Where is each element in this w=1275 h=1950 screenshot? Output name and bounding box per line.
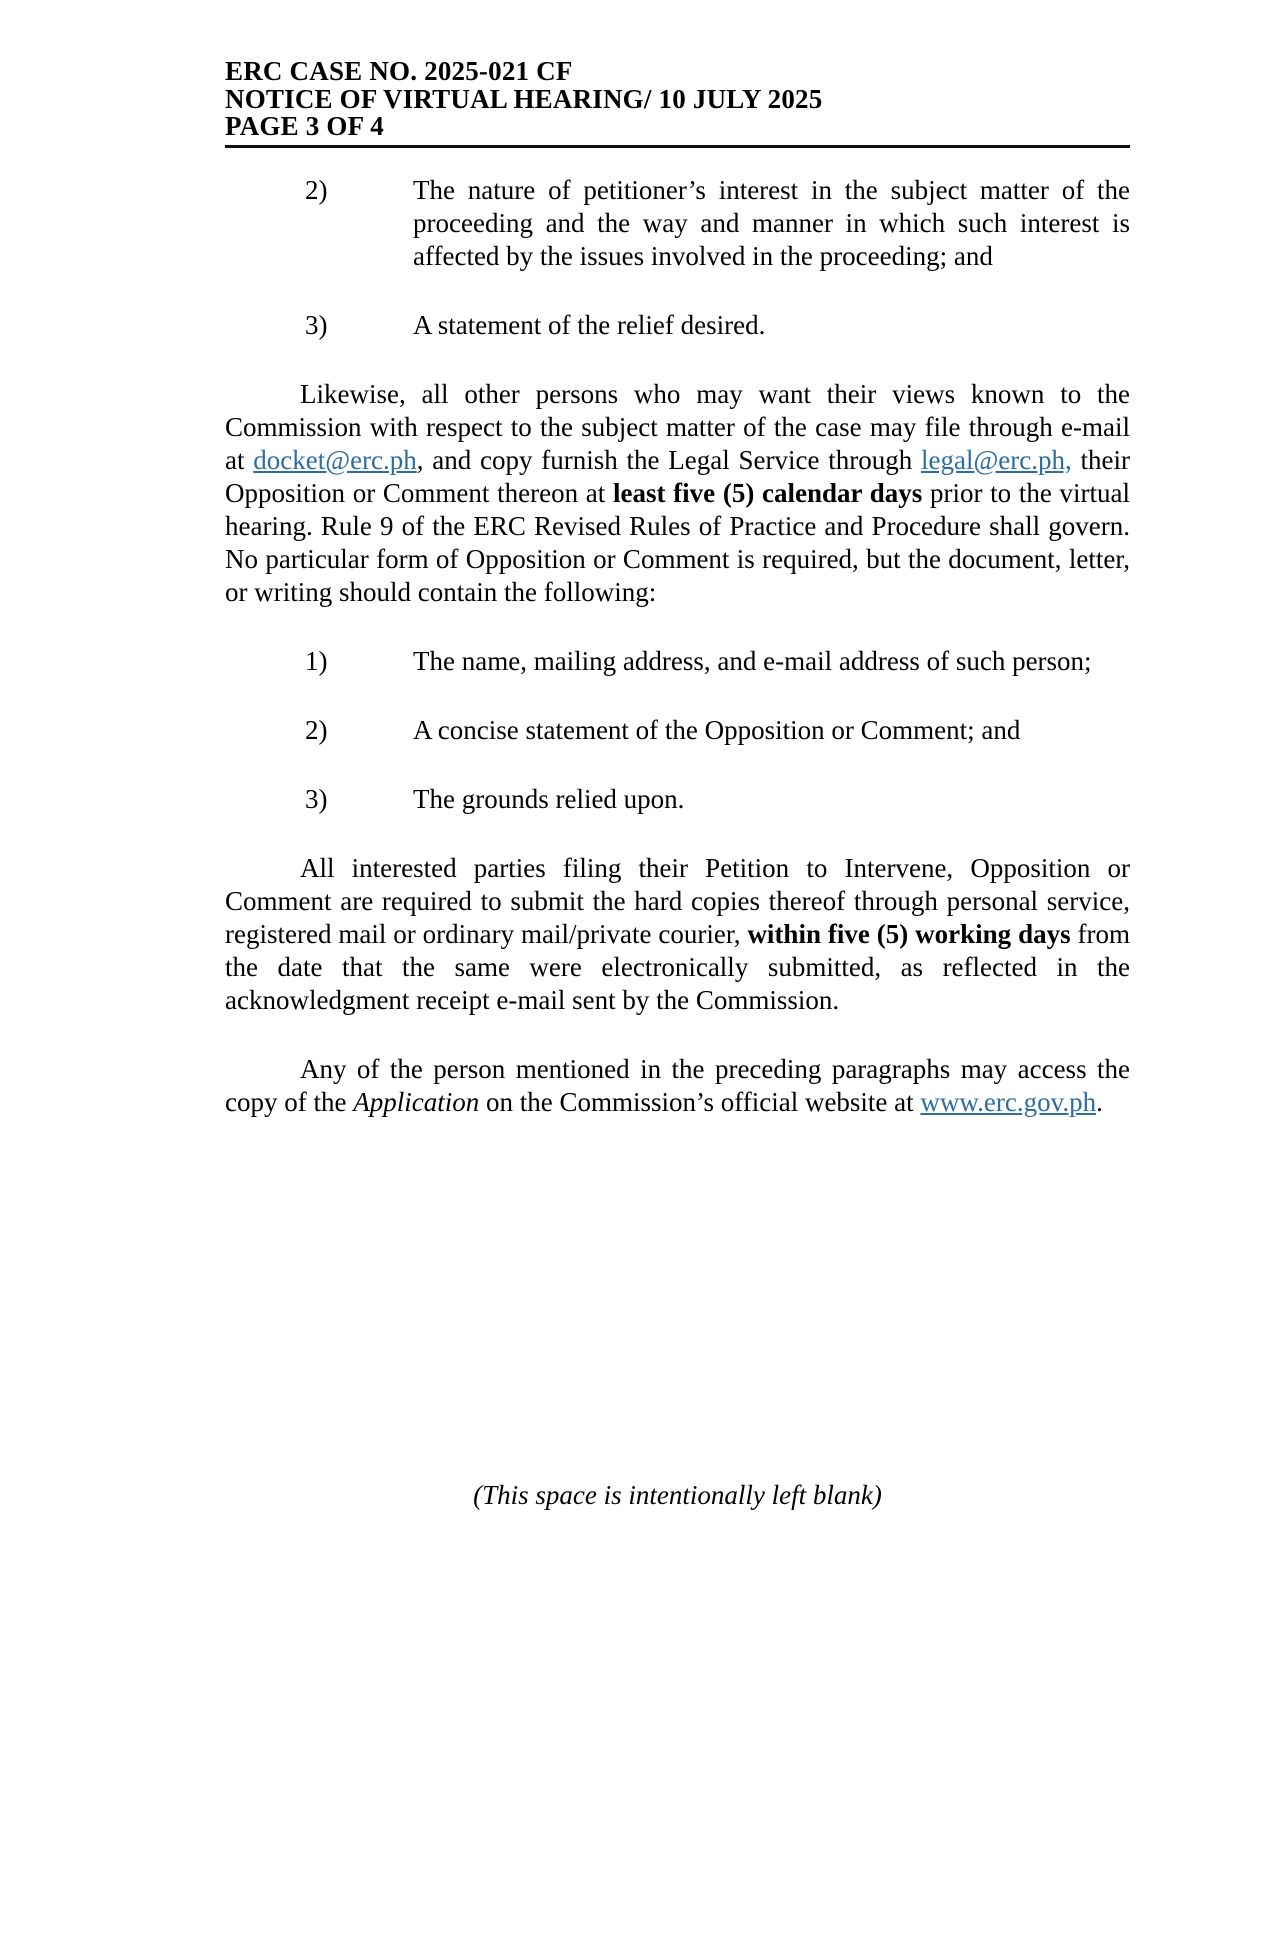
text-run: A statement of the relief desired. xyxy=(413,309,766,340)
numbered-item xyxy=(225,174,1130,273)
text-run: , and copy furnish the Legal Service through xyxy=(416,444,921,475)
text-run: from the date that the same were electronically submitted, as reflected in the acknowledgment receipt e-mail sent by the Commission. xyxy=(225,918,1131,1015)
page-number-line: PAGE 3 OF 4 xyxy=(225,111,384,141)
text-run: The name, mailing address, and e-mail address of such person; xyxy=(413,645,1092,676)
email-link[interactable]: docket@erc.ph xyxy=(253,444,417,475)
text-run: on the Commission’s official website at xyxy=(479,1086,921,1117)
list-item-text xyxy=(413,645,1130,678)
document-header xyxy=(225,58,1130,148)
list-number: 1) xyxy=(305,645,328,676)
numbered-item xyxy=(225,714,1130,747)
list-item-text xyxy=(413,714,1130,747)
text-run: their Opposition or Comment thereon at xyxy=(225,444,1130,508)
numbered-item xyxy=(225,309,1130,342)
text-run: least five (5) calendar days xyxy=(612,477,923,508)
text-run: All interested parties filing their Petition to Intervene, Opposition or Comment are required to submit the hard copies thereof through personal service, registered mail or ordinary mail/private courier, xyxy=(225,852,1130,949)
list-number: 2) xyxy=(305,174,328,205)
list-item-text xyxy=(413,783,1130,816)
text-run: The nature of petitioner’s interest in the subject matter of the proceeding and the way and manner in which such interest is affected by the issues involved in the proceeding; and xyxy=(413,174,1130,271)
text-run: The grounds relied upon. xyxy=(413,783,685,814)
document-blocks xyxy=(225,174,1130,1512)
paragraph xyxy=(225,1053,1130,1119)
text-run: within five (5) working days xyxy=(747,918,1071,949)
list-item-text xyxy=(413,174,1130,273)
paragraph xyxy=(225,378,1130,609)
numbered-item xyxy=(225,783,1130,816)
text-run: prior to the virtual hearing. Rule 9 of the ERC Revised Rules of Practice and Procedure shall govern. No particular form of Opposition or Comment is required, but the document, letter, or writing should contain the following: xyxy=(225,477,1131,607)
list-number: 3) xyxy=(305,309,328,340)
list-number: 3) xyxy=(305,783,328,814)
list-item-text xyxy=(413,309,1130,342)
numbered-item xyxy=(225,645,1130,678)
case-number-line: ERC CASE NO. 2025-021 CF xyxy=(225,56,573,86)
notice-title-line: NOTICE OF VIRTUAL HEARING/ 10 JULY 2025 xyxy=(225,83,823,114)
text-run: A concise statement of the Opposition or Comment; and xyxy=(413,714,1021,745)
text-run: Any of the person mentioned in the preceding paragraphs may access the copy of the xyxy=(225,1053,1130,1117)
email-link[interactable]: legal@erc.ph, xyxy=(920,444,1072,475)
website-link[interactable]: www.erc.gov.ph xyxy=(920,1086,1097,1117)
text-run: Likewise, all other persons who may want their views known to the Commission with respect to the subject matter of the case may file through e-mail at xyxy=(225,378,1130,475)
paragraph xyxy=(225,852,1130,1017)
list-number: 2) xyxy=(305,714,328,745)
text-run: Application xyxy=(353,1086,480,1117)
text-run: (This space is intentionally left blank) xyxy=(473,1479,882,1510)
text-run: . xyxy=(1096,1086,1103,1117)
blank-space-note xyxy=(225,1479,1130,1512)
document-content xyxy=(225,58,1130,1548)
